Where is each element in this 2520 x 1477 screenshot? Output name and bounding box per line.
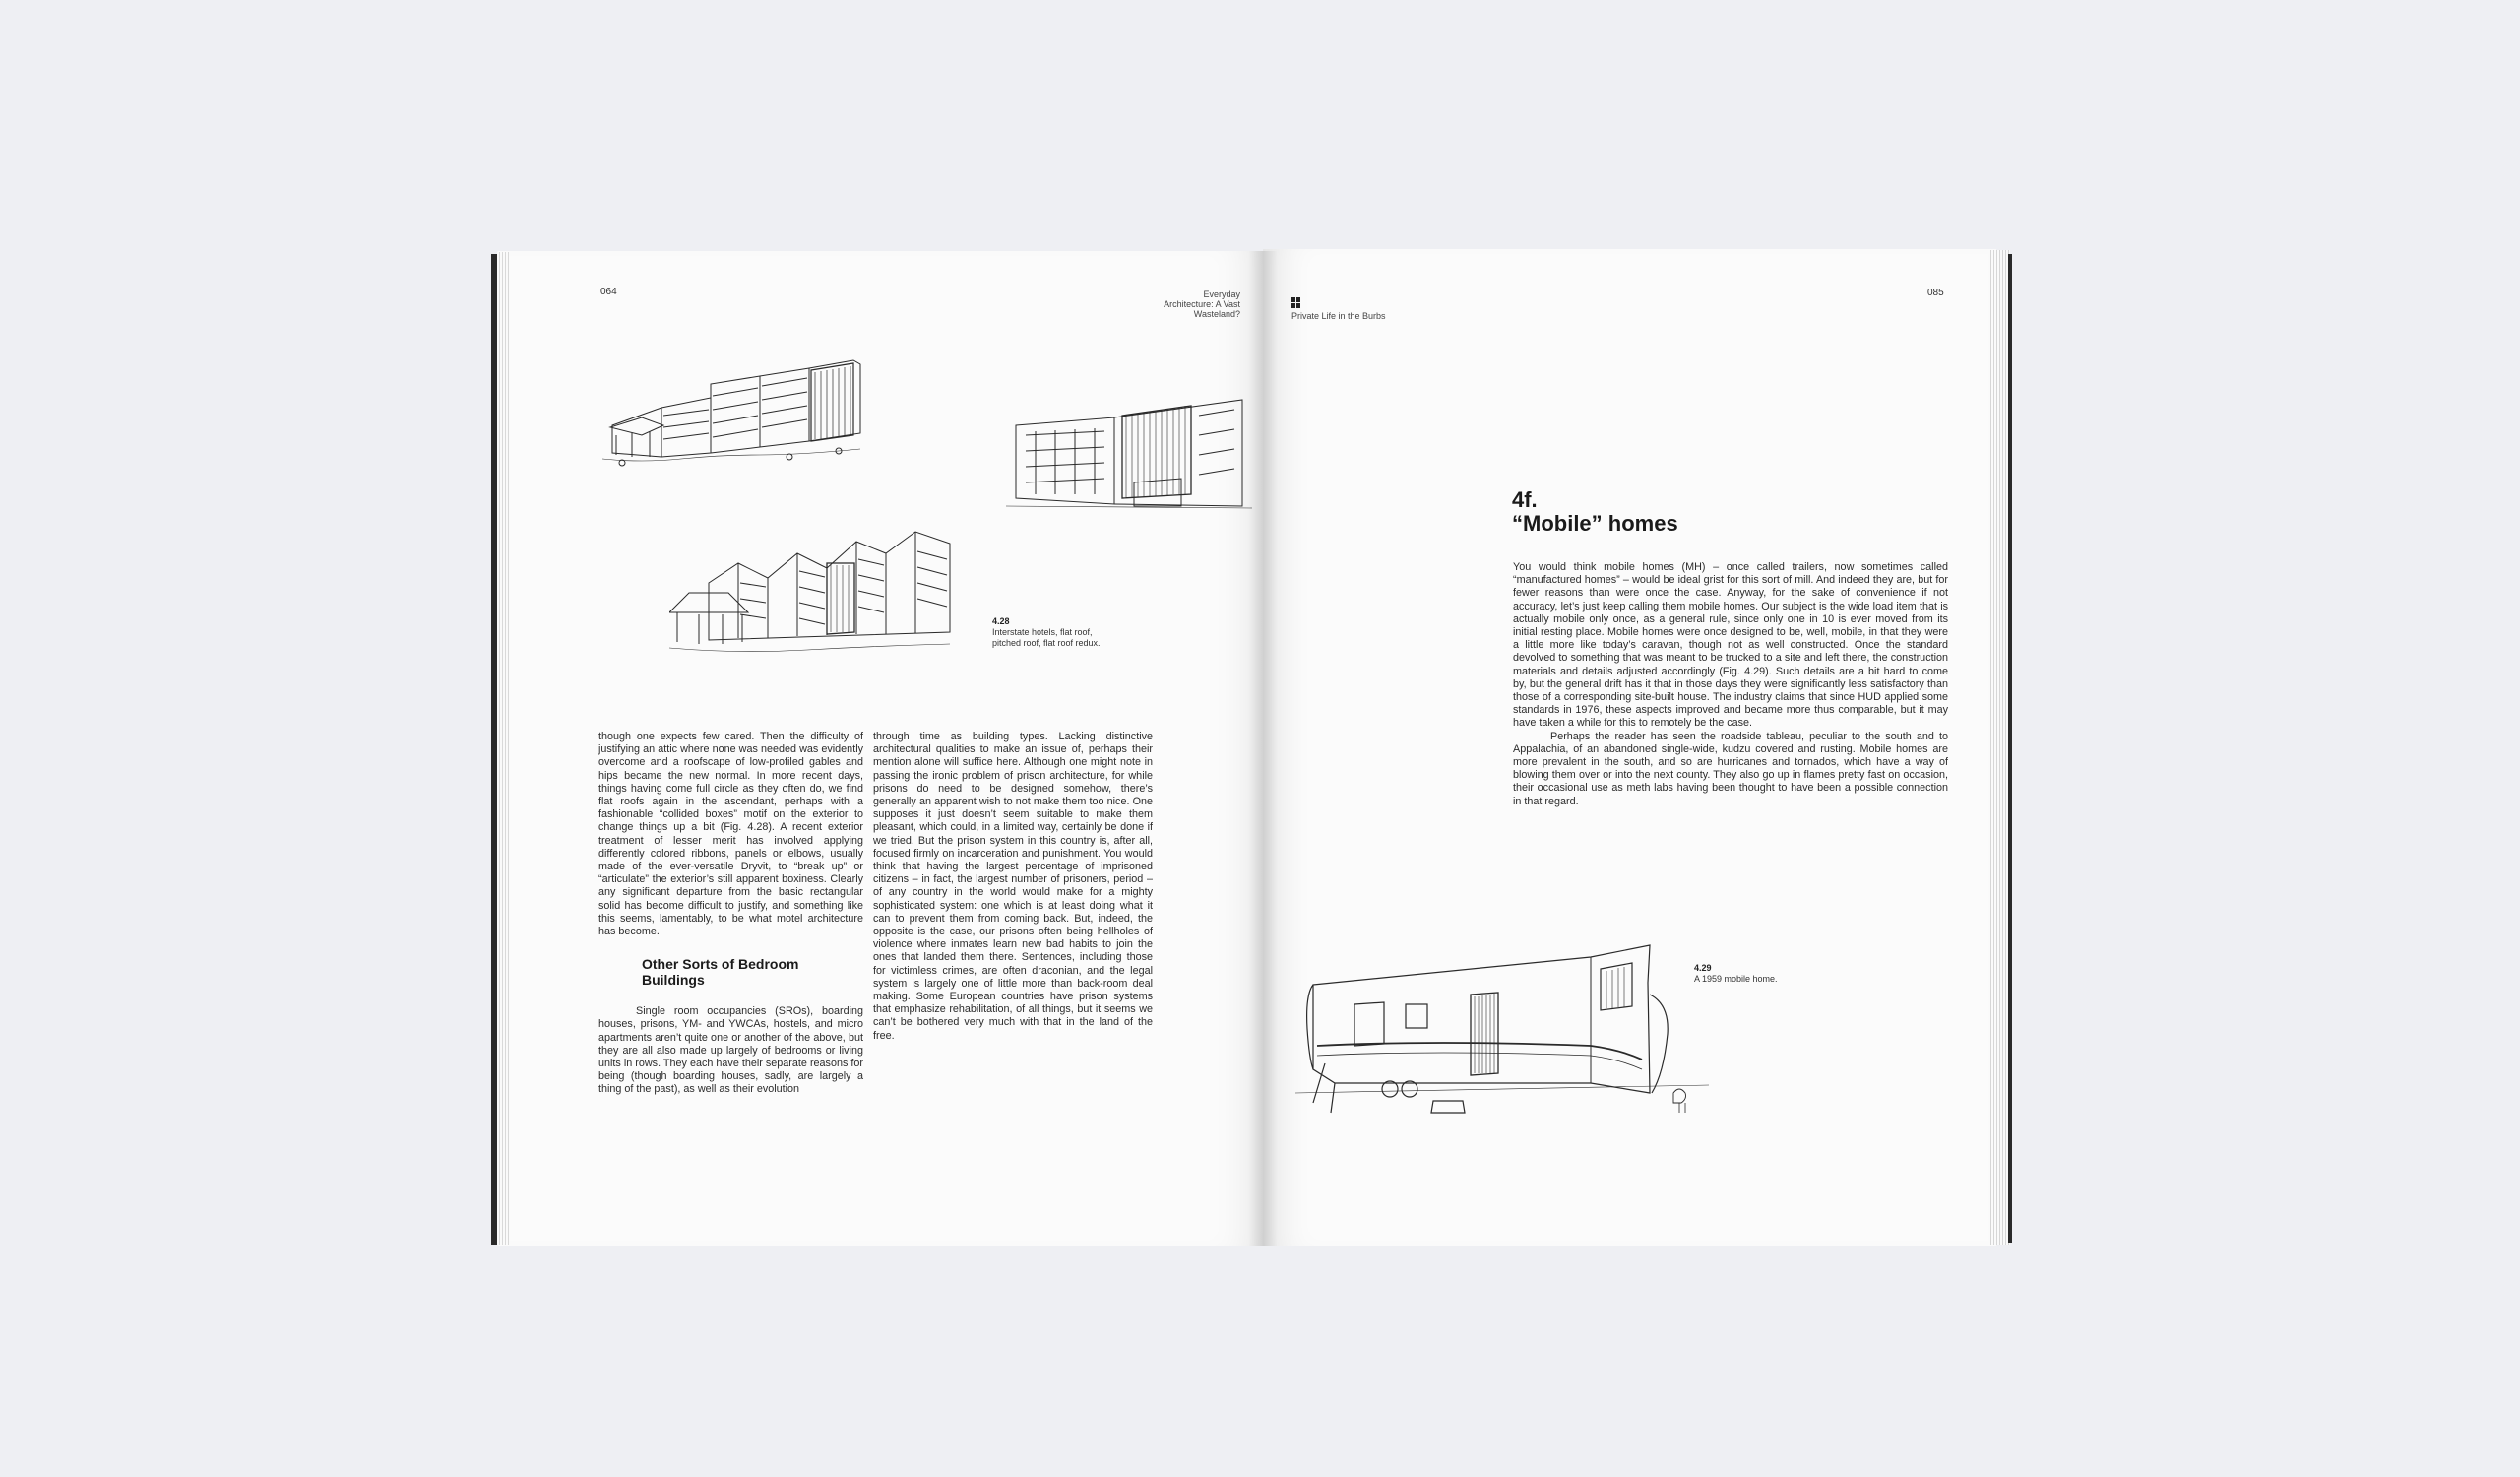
right-column: [1513, 561, 1948, 808]
running-head-left: [1102, 289, 1240, 319]
figure-number: 4.28: [992, 616, 1010, 626]
running-head-line: Everyday: [1203, 289, 1240, 299]
body-paragraph: Single room occupancies (SROs), boarding houses, prisons, YM- and YWCAs, hostels, and micro apartments aren’t quite one or another of the above, but they are all also made up largely of bedrooms or living units in rows. They each have their separate reasons for being (though boarding houses, sadly, are largely a thing of the past), as well as their evolution: [598, 1005, 863, 1096]
body-paragraph: through time as building types. Lacking distinctive architectural qualities to make an issue of, perhaps their mention alone will suffice here. Although one might note in passing the ironic problem of prison architecture, for while prisons do need to be designed somehow, there’s generally an apparent wish to not make them too nice. One supposes it just doesn’t seem suitable to make them pleasant, which could, in a limited way, certainly be done if we tried. But the prison system in this country is, after all, focused firmly on incarceration and punishment. You would think that having the largest percentage of imprisoned citizens – in fact, the largest number of prisoners, period – of any country in the world would make for a mighty sophisticated system: one which is at least doing what it can to prevent them from coming back. But, indeed, the opposite is the case, our prisons often being hellholes of violence where inmates learn new bad habits to join the ones that landed them there. Sentences, including those for victimless crimes, are often draconian, and the legal system is largely one of little more than back-room deal making. Some European countries have prison systems that emphasize rehabilitation, of all things, but it seems we can’t be bothered very much with that in the land of the free.: [873, 731, 1153, 1042]
hotel-sketch-2: [1006, 396, 1252, 512]
figure-number: 4.29: [1694, 963, 1712, 973]
page-number-right: 085: [1927, 288, 1944, 298]
left-column-2: [873, 731, 1153, 1043]
running-head-right: Private Life in the Burbs: [1292, 311, 1386, 321]
figure-caption-4-28: [992, 616, 1130, 649]
subheading: Other Sorts of Bedroom Buildings: [642, 956, 799, 989]
page-stack-right: [1988, 250, 2010, 1245]
left-column-1: [598, 731, 863, 1097]
running-head-line: Wasteland?: [1193, 309, 1240, 319]
book-cover-edge-right: [2008, 254, 2012, 1243]
section-number: 4f.: [1512, 487, 1538, 512]
body-paragraph: though one expects few cared. Then the difficulty of justifying an attic where none was needed was evidently overcome and a roofscape of low-profiled gables and hips became the new normal. In more recent days, things having come full circle as they often do, we find flat roofs again in the ascendant, perhaps with a fashionable “collided boxes” motif on the exterior to change things up a bit (Fig. 4.28). A recent exterior treatment of lesser merit has involved applying differently colored ribbons, panels or elbows, usually made of the ever-versatile Dryvit, to “break up” or “articulate” the exterior’s still apparent boxiness. Clearly any significant departure from the basic rectangular solid has become difficult to justify, and something like this seems, lamentably, to be what motel architecture has become.: [598, 731, 863, 938]
running-head-line: Architecture: A Vast: [1164, 299, 1240, 309]
page-stack-left: [497, 252, 509, 1245]
mobile-home-sketch: [1295, 935, 1709, 1142]
body-paragraph: You would think mobile homes (MH) – once called trailers, now sometimes called “manufactured homes” – would be ideal grist for this sort of mill. And indeed they are, but for fewer reasons than were once the case. Anyway, for the sake of convenience if not accuracy, let’s just keep calling them mobile homes. Our subject is the wide load item that is actually mobile only once, as a general rule, since only one in 10 is ever moved from its initial resting place. Mobile homes were once designed to be, well, mobile, in that they were a little more like today’s caravan, though not as well constructed. Once the standard devolved to something that was meant to be trucked to a site and left there, the construction materials and details adjusted accordingly (Fig. 4.29). Such details are a bit hard to come by, but the general drift has it that in those days they were significantly less satisfactory than those of a corresponding site-built house. The industry claims that since HUD applied some standards in 1976, these aspects improved and became more thus comparable, but it may have taken a while for this to remotely be the case.: [1513, 561, 1948, 730]
hotel-sketch-3: [669, 524, 955, 657]
hotel-sketch-1: [602, 356, 868, 470]
figure-caption-line: pitched roof, flat roof redux.: [992, 638, 1101, 648]
figure-caption-line: Interstate hotels, flat roof,: [992, 627, 1093, 637]
page-number-left: 064: [600, 287, 617, 297]
figure-caption-4-29: [1694, 963, 1832, 985]
body-paragraph: Perhaps the reader has seen the roadside tableau, peculiar to the south and to Appalachia, of an abandoned single-wide, kudzu covered and rusting. Mobile homes are more prevalent in the south, and so are hurricanes and tornados, which have a way of blowing them over or into the next county. They also go up in flames pretty fast on occasion, their occasional use as meth labs having been thought to have been a possible connection in that regard.: [1513, 730, 1948, 807]
section-mark-icon: [1292, 297, 1301, 308]
book-gutter: [1248, 251, 1278, 1246]
section-title: “Mobile” homes: [1512, 511, 1678, 536]
figure-caption-line: A 1959 mobile home.: [1694, 974, 1778, 984]
